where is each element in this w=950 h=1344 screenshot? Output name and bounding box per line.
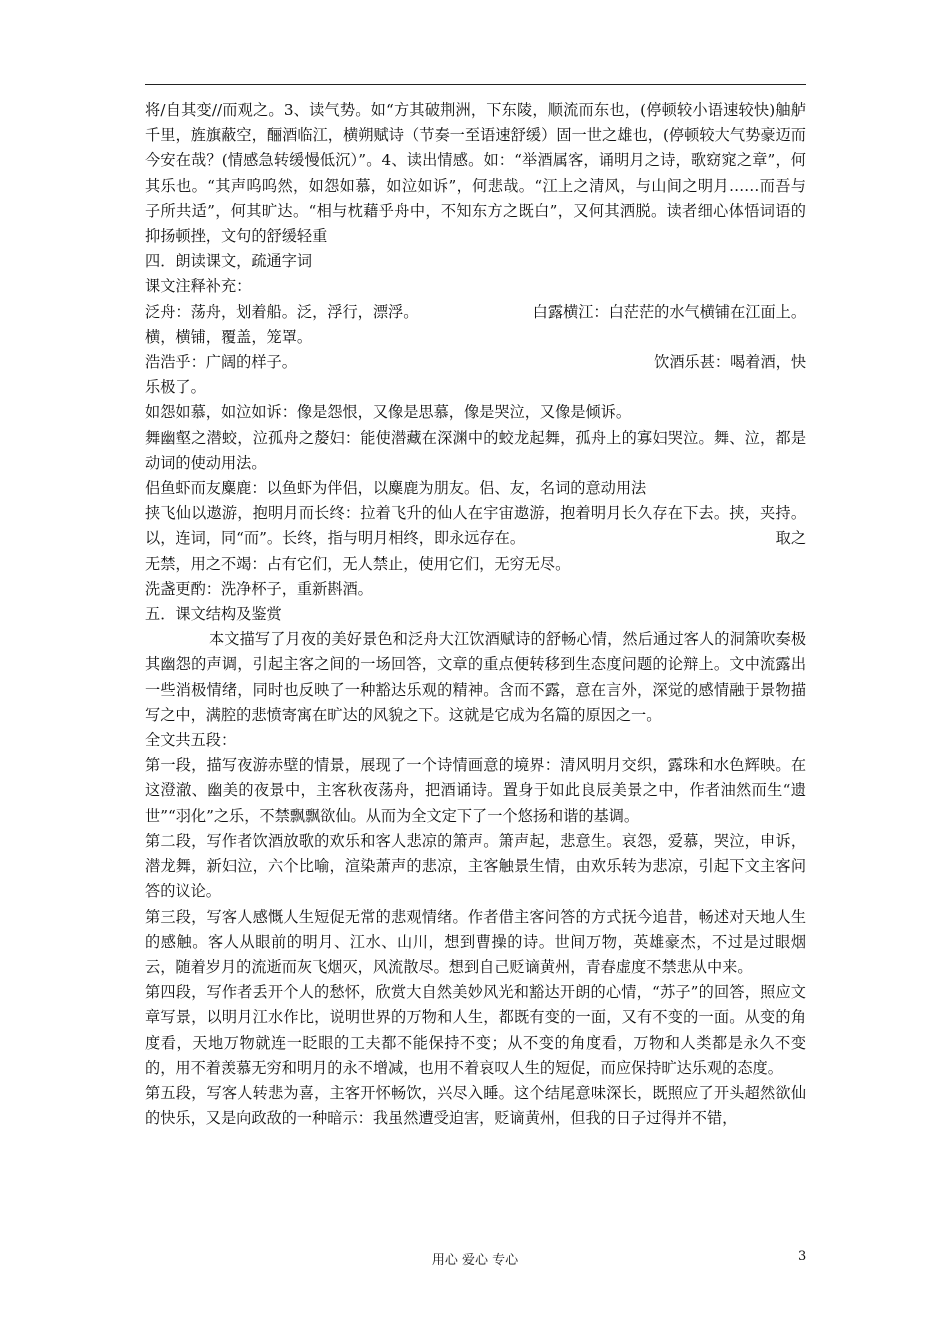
paragraph-1-analysis: 第一段，描写夜游赤壁的情景，展现了一个诗情画意的境界：清风明月交织，露珠和水色辉映。在这澄澈、幽美的夜景中，主客秋夜荡舟，把酒诵诗。置身于如此良辰美景之中，作者油然而生“遗世”“羽化”之乐，不禁飘飘欲仙。从而为全文定下了一个悠扬和谐的基调。 xyxy=(145,756,806,825)
section-heading-4: 四．朗读课文，疏通字词 xyxy=(145,252,313,271)
notes-intro: 课文注释补充： xyxy=(145,277,252,296)
note-yinjiu: 饮酒乐甚：喝着酒，快 xyxy=(654,353,806,372)
reading-tips-paragraph: 将/自其变//而观之。3、读气势。如“方其破荆洲，下东陵，顺流而东也，(停顿较小语速较快)舳舻千里，旌旗蔽空，酾酒临江，横朔赋诗（节奏一至语速舒缓）固一世之雄也，(停顿较大气势豪迈而今安在哉？(情感急转缓慢低沉）”。4、读出情感。如：“举酒属客，诵明月之诗，歌窈窕之章”，何其乐也。“其声呜呜然，如怨如慕，如泣如诉”，何悲哉。“江上之清风，与山间之明月……而吾与子所共适”，何其旷达。“相与枕藉乎舟中，不知东方之既白”，又何其洒脱。读者细心体悟词语的抑扬顿挫，文句的舒缓轻重 xyxy=(145,101,806,246)
paragraph-5-analysis: 第五段，写客人转悲为喜，主客开怀畅饮，兴尽入睡。这个结尾意味深长，既照应了开头超然欲仙的快乐，又是向政敌的一种暗示：我虽然遭受迫害，贬谪黄州，但我的日子过得并不错， xyxy=(145,1083,806,1128)
note-bailu: 白露横江：白茫茫的水气横铺在江面上。 xyxy=(532,302,806,321)
note-xiefeixian-text: 挟飞仙以遨游，抱明月而长终：拉着飞升的仙人在宇宙遨游，抱着明月长久存在下去。挟，夹持。以，连词，同“而”。长终，指与明月相终，即永远存在。 xyxy=(145,504,806,548)
note-ruyuan: 如怨如慕，如泣如诉：像是怨恨，又像是思慕，像是哭泣，又像是倾诉。 xyxy=(145,403,631,422)
section-heading-5: 五．课文结构及鉴赏 xyxy=(145,605,282,624)
header-rule xyxy=(145,84,806,85)
notes-row-1 xyxy=(145,300,806,325)
note-xizhan: 洗盏更酌：洗净杯子，重新斟酒。 xyxy=(145,579,373,598)
paragraph-3-analysis: 第三段，写客人感慨人生短促无常的悲观情绪。作者借主客问答的方式抚今追昔，畅述对天地人生的感触。客人从眼前的明月、江水、山川，想到曹操的诗。世间万物，英雄豪杰，不过是过眼烟云，随着岁月的流逝而灰飞烟灭，风流散尽。想到自己贬谪黄州，青春虚度不禁悲从中来。 xyxy=(145,907,806,976)
paragraph-count: 全文共五段： xyxy=(145,731,237,750)
note-xiefeixian xyxy=(145,501,806,551)
note-yinjiu-continued: 乐极了。 xyxy=(145,378,206,397)
paragraph-2-analysis: 第二段，写作者饮酒放歌的欢乐和客人悲凉的箫声。箫声起，悲意生。哀怨，爱慕，哭泣，申诉，潜龙舞，新妇泣，六个比喻，渲染萧声的悲凉，主客触景生情，由欢乐转为悲凉，引起下文主客问答的议论。 xyxy=(145,831,806,901)
note-lvyuxia: 侣鱼虾而友麋鹿：以鱼虾为伴侣，以麋鹿为朋友。侣、友，名词的意动用法 xyxy=(145,479,647,498)
note-quzhi-continued: 无禁，用之不竭：占有它们，无人禁止，使用它们，无穷无尽。 xyxy=(145,554,571,573)
footer-motto: 用心 爱心 专心 xyxy=(431,1253,519,1268)
notes-row-2 xyxy=(145,350,806,375)
appreciation-intro: 本文描写了月夜的美好景色和泛舟大江饮酒赋诗的舒畅心情，然后通过客人的洞箫吹奏极其幽怨的声调，引起主客之间的一场回答，文章的重点便转移到生态度问题的论辩上。文中流露出一些消极情绪，同时也反映了一种豁达乐观的精神。含而不露，意在言外，深觉的感情融于景物描写之中，满腔的悲愤寄寓在旷达的风貌之下。这就是它成为名篇的原因之一。 xyxy=(145,630,806,724)
document-body xyxy=(145,98,806,1131)
paragraph-4-analysis: 第四段，写作者丢开个人的愁怀，欣赏大自然美妙风光和豁达开朗的心情，“苏子”的回答，照应文章写景，以明月江水作比，说明世界的万物和人生，都既有变的一面，又有不变的一面。从变的角度看，天地万物就连一眨眼的工夫都不能保持不变；从不变的角度看，万物和人类都是永久不变的，用不着羡慕无穷和明月的永不增减，也用不着哀叹人生的短促，而应保持旷达乐观的态度。 xyxy=(145,983,806,1077)
note-wuyouhe: 舞幽壑之潜蛟，泣孤舟之嫠妇：能使潜藏在深渊中的蛟龙起舞，孤舟上的寡妇哭泣。舞、泣，都是动词的使动用法。 xyxy=(145,428,806,472)
page-footer xyxy=(0,1249,950,1271)
note-fanzhou: 泛舟：荡舟，划着船。泛，浮行，漂浮。 xyxy=(145,302,419,321)
note-bailu-continued: 横，横铺，覆盖，笼罩。 xyxy=(145,327,313,346)
page-number: 3 xyxy=(798,1249,807,1264)
note-haohao: 浩浩乎：广阔的样子。 xyxy=(145,353,297,372)
note-quzhi: 取之 xyxy=(775,529,806,548)
